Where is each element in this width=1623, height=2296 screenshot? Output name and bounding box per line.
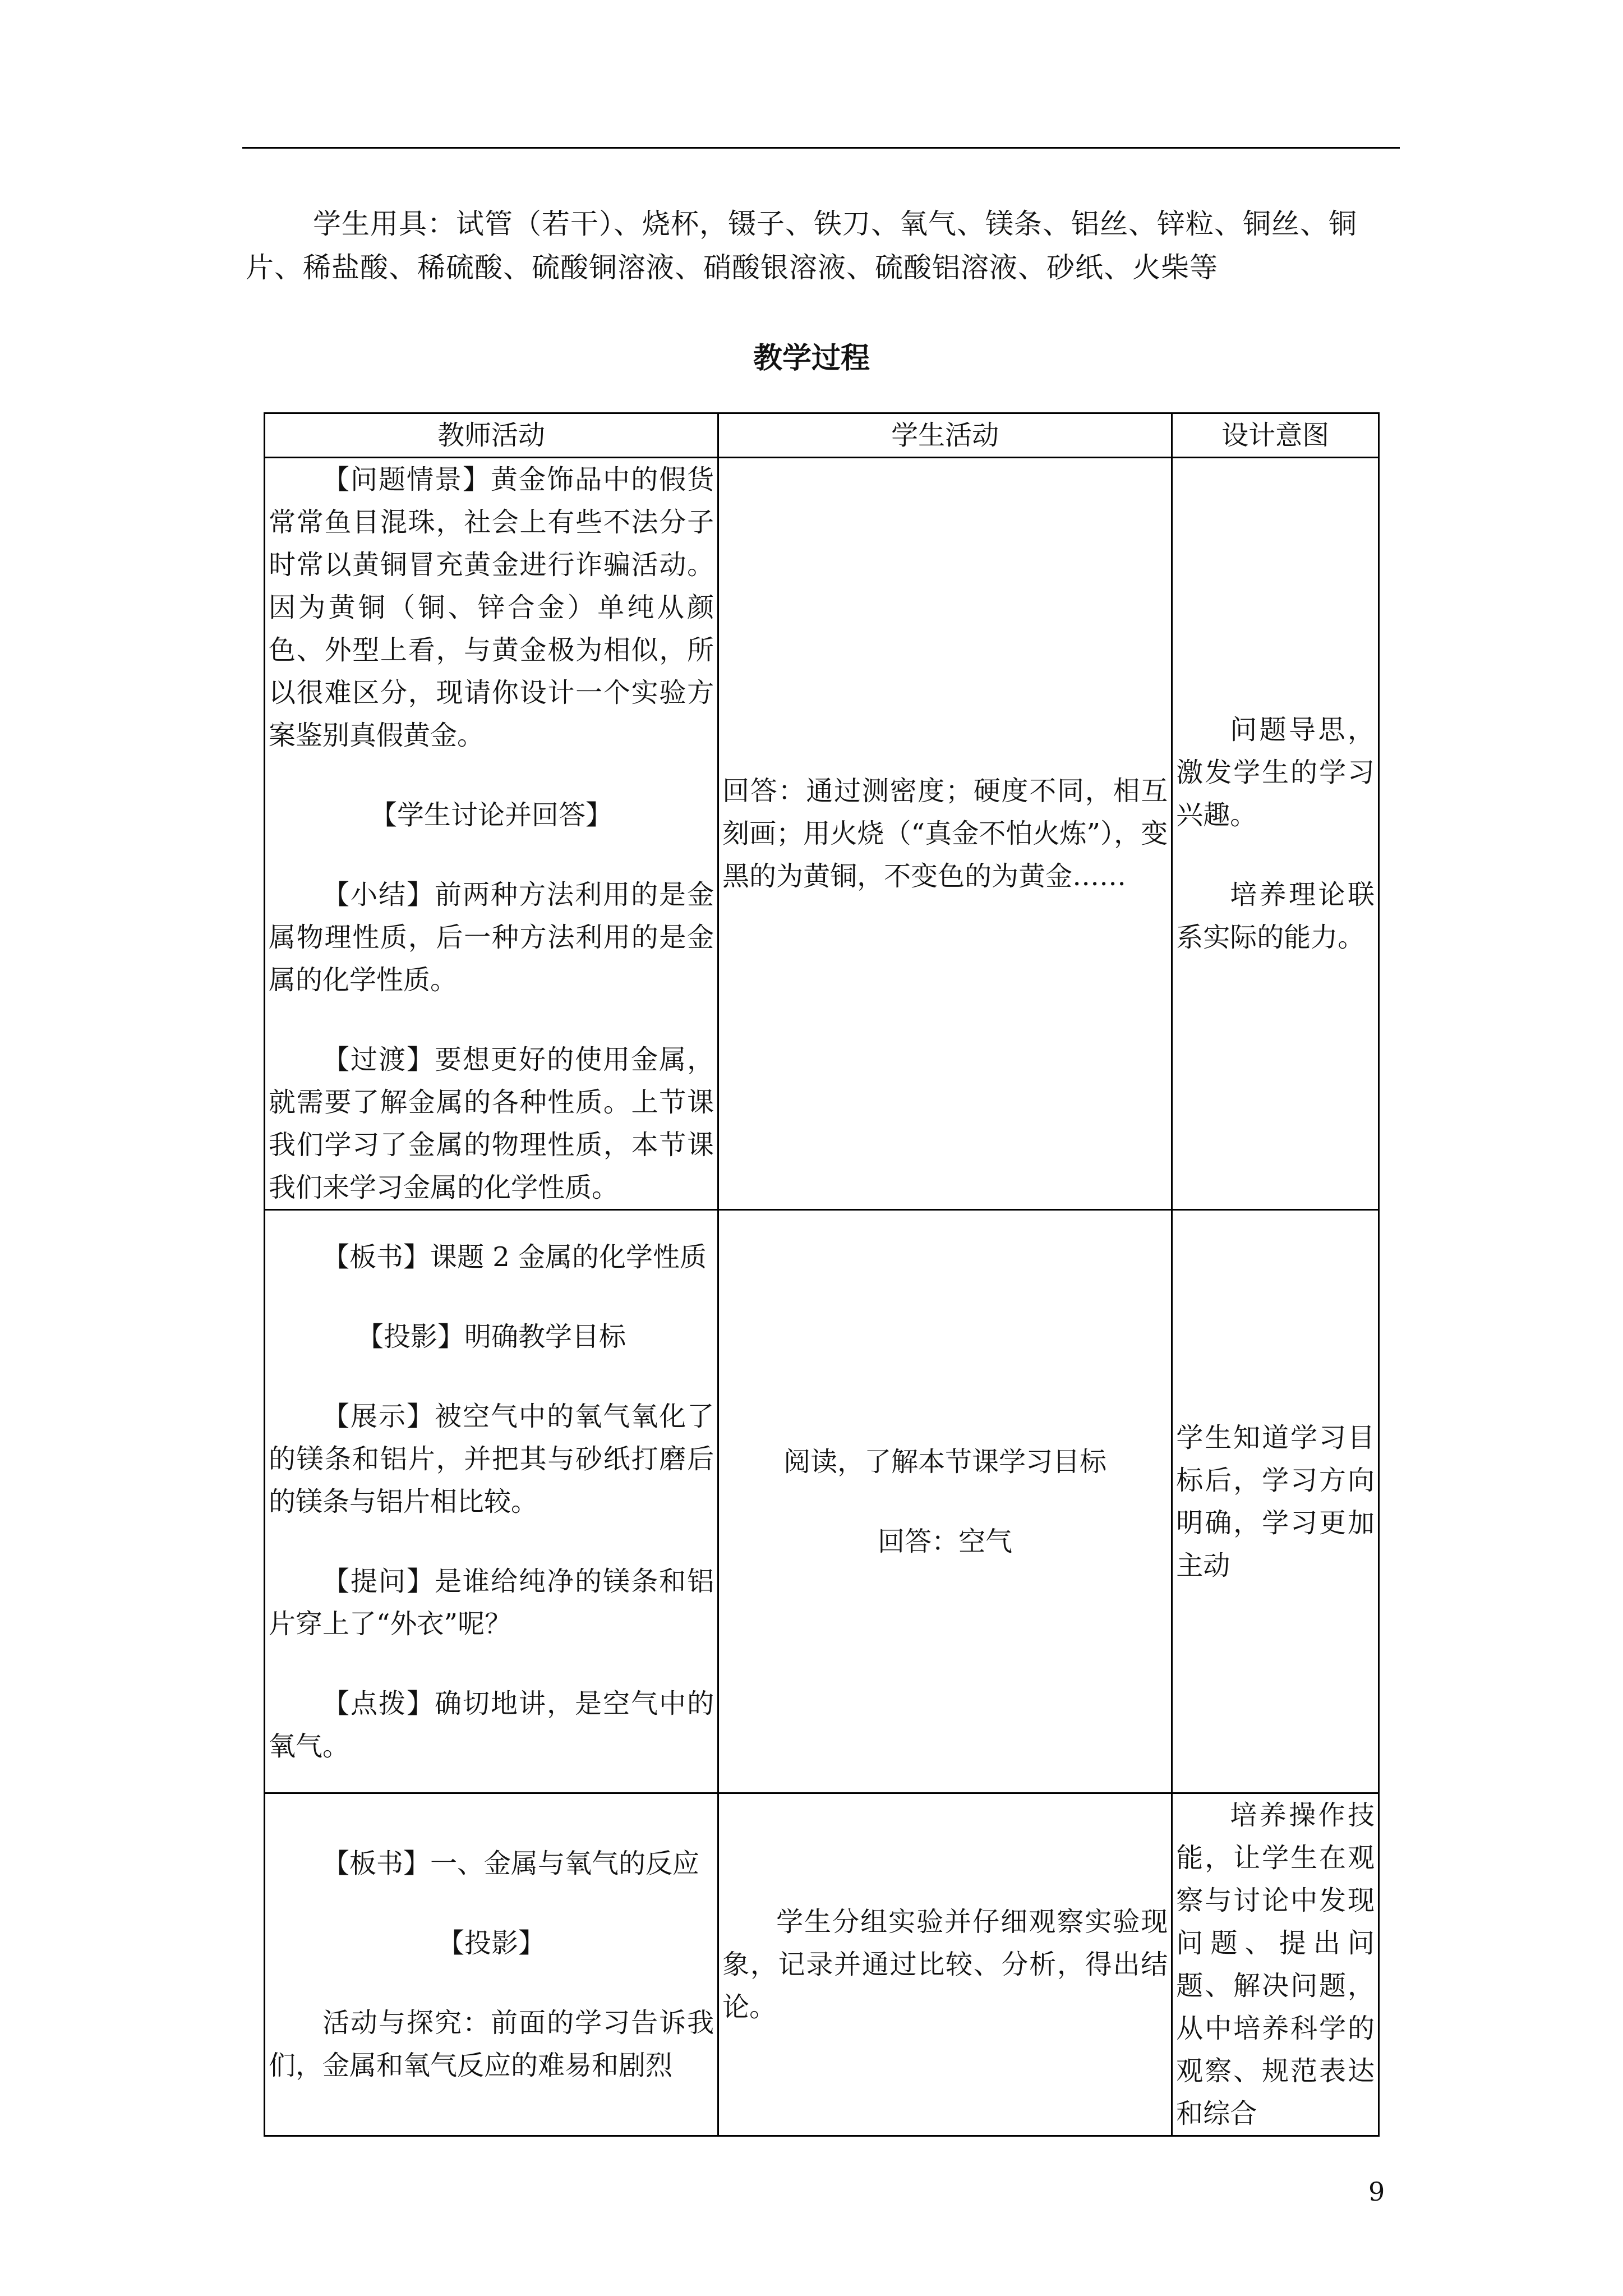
teacher-cell	[265, 1210, 718, 1793]
paragraph: 【投影】明确教学目标	[357, 1320, 626, 1352]
paragraph: 学生分组实验并仔细观察实验现象，记录并通过比较、分析，得出结论。	[722, 1906, 1168, 2023]
header-student: 学生活动	[718, 413, 1172, 458]
table-row	[265, 1210, 1379, 1793]
section-title: 教学过程	[753, 341, 870, 375]
student-cell	[718, 458, 1172, 1210]
paragraph: 【板书】一、金属与氧气的反应	[322, 1848, 700, 1879]
paragraph: 回答：空气	[878, 1525, 1013, 1557]
paragraph: 【板书】课题 2 金属的化学性质	[322, 1241, 707, 1273]
table-row	[265, 458, 1379, 1210]
paragraph: 回答：通过测密度；硬度不同，相互刻画；用火烧（“真金不怕火炼”），变黑的为黄铜，不变色的为黄金……	[722, 775, 1168, 892]
student-tools-paragraph: 学生用具：试管（若干）、烧杯，镊子、铁刀、氧气、镁条、铝丝、锌粒、铜丝、铜片、稀盐酸、稀硫酸、硫酸铜溶液、硝酸银溶液、硫酸铝溶液、砂纸、火柴等	[246, 208, 1357, 284]
table-row	[265, 1793, 1379, 2136]
student-cell	[718, 1210, 1172, 1793]
teacher-cell	[265, 1793, 718, 2136]
teacher-cell	[265, 458, 718, 1210]
header-intent: 设计意图	[1172, 413, 1379, 458]
intent-cell	[1172, 1210, 1379, 1793]
header-teacher: 教师活动	[265, 413, 718, 458]
header-rule	[242, 147, 1400, 149]
paragraph: 【过渡】要想更好的使用金属，就需要了解金属的各种性质。上节课我们学习了金属的物理性质，本节课我们来学习金属的化学性质。	[269, 1044, 714, 1203]
paragraph: 培养操作技能，让学生在观察与讨论中发现问题、提出问题、解决问题，从中培养科学的观察、规范表达和综合	[1176, 1800, 1375, 2129]
paragraph: 学生知道学习目标后，学习方向明确，学习更加主动	[1176, 1421, 1375, 1581]
paragraph: 【问题情景】黄金饰品中的假货常常鱼目混珠，社会上有些不法分子时常以黄铜冒充黄金进行诈骗活动。因为黄铜（铜、锌合金）单纯从颜色、外型上看，与黄金极为相似，所以很难区分，现请你设计一个实验方案鉴别真假黄金。	[269, 464, 714, 751]
page-number: 9	[1368, 2177, 1385, 2207]
paragraph: 【小结】前两种方法利用的是金属物理性质，后一种方法利用的是金属的化学性质。	[269, 879, 714, 996]
paragraph: 【提问】是谁给纯净的镁条和铝片穿上了“外衣”呢？	[269, 1565, 714, 1640]
table-header-row	[265, 413, 1379, 458]
paragraph: 培养理论联系实际的能力。	[1176, 879, 1375, 953]
student-cell	[718, 1793, 1172, 2136]
paragraph: 【投影】	[437, 1927, 546, 1959]
paragraph: 【展示】被空气中的氧气氧化了的镁条和铝片，并把其与砂纸打磨后的镁条与铝片相比较。	[269, 1400, 714, 1517]
paragraph: 【学生讨论并回答】	[370, 799, 613, 831]
paragraph: 问题导思，激发学生的学习兴趣。	[1176, 714, 1375, 831]
lesson-table	[264, 412, 1380, 2137]
intent-cell	[1172, 458, 1379, 1210]
paragraph: 活动与探究：前面的学习告诉我们，金属和氧气反应的难易和剧烈	[269, 2007, 714, 2081]
paragraph: 【点拨】确切地讲，是空气中的氧气。	[269, 1687, 714, 1762]
intent-cell	[1172, 1793, 1379, 2136]
paragraph: 阅读，了解本节课学习目标	[783, 1446, 1107, 1478]
